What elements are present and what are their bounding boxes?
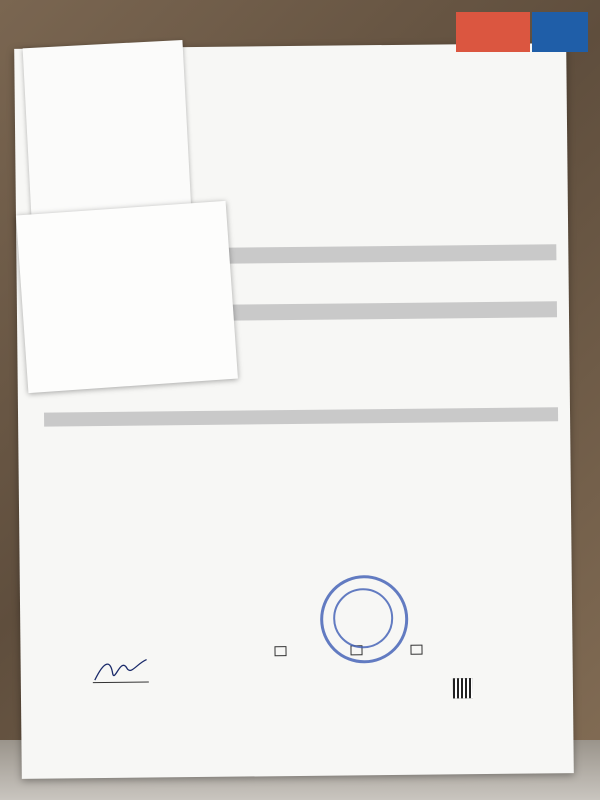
customer-signature-icon xyxy=(91,654,151,685)
works-header-row xyxy=(217,301,557,321)
parts-header-row xyxy=(44,407,558,426)
rating-poor-checkbox[interactable] xyxy=(410,645,422,655)
qr-code-icon xyxy=(453,678,473,698)
auto-ria-logo xyxy=(456,12,588,52)
rating-excellent-checkbox[interactable] xyxy=(274,646,286,656)
company-stamp-icon xyxy=(320,575,409,664)
vehicle-header-row xyxy=(196,244,556,264)
logo-auto-text xyxy=(456,12,530,52)
fiscal-receipt-bottom xyxy=(16,201,238,393)
stamp-inner-ring xyxy=(333,588,394,649)
logo-ria-text xyxy=(532,12,588,52)
